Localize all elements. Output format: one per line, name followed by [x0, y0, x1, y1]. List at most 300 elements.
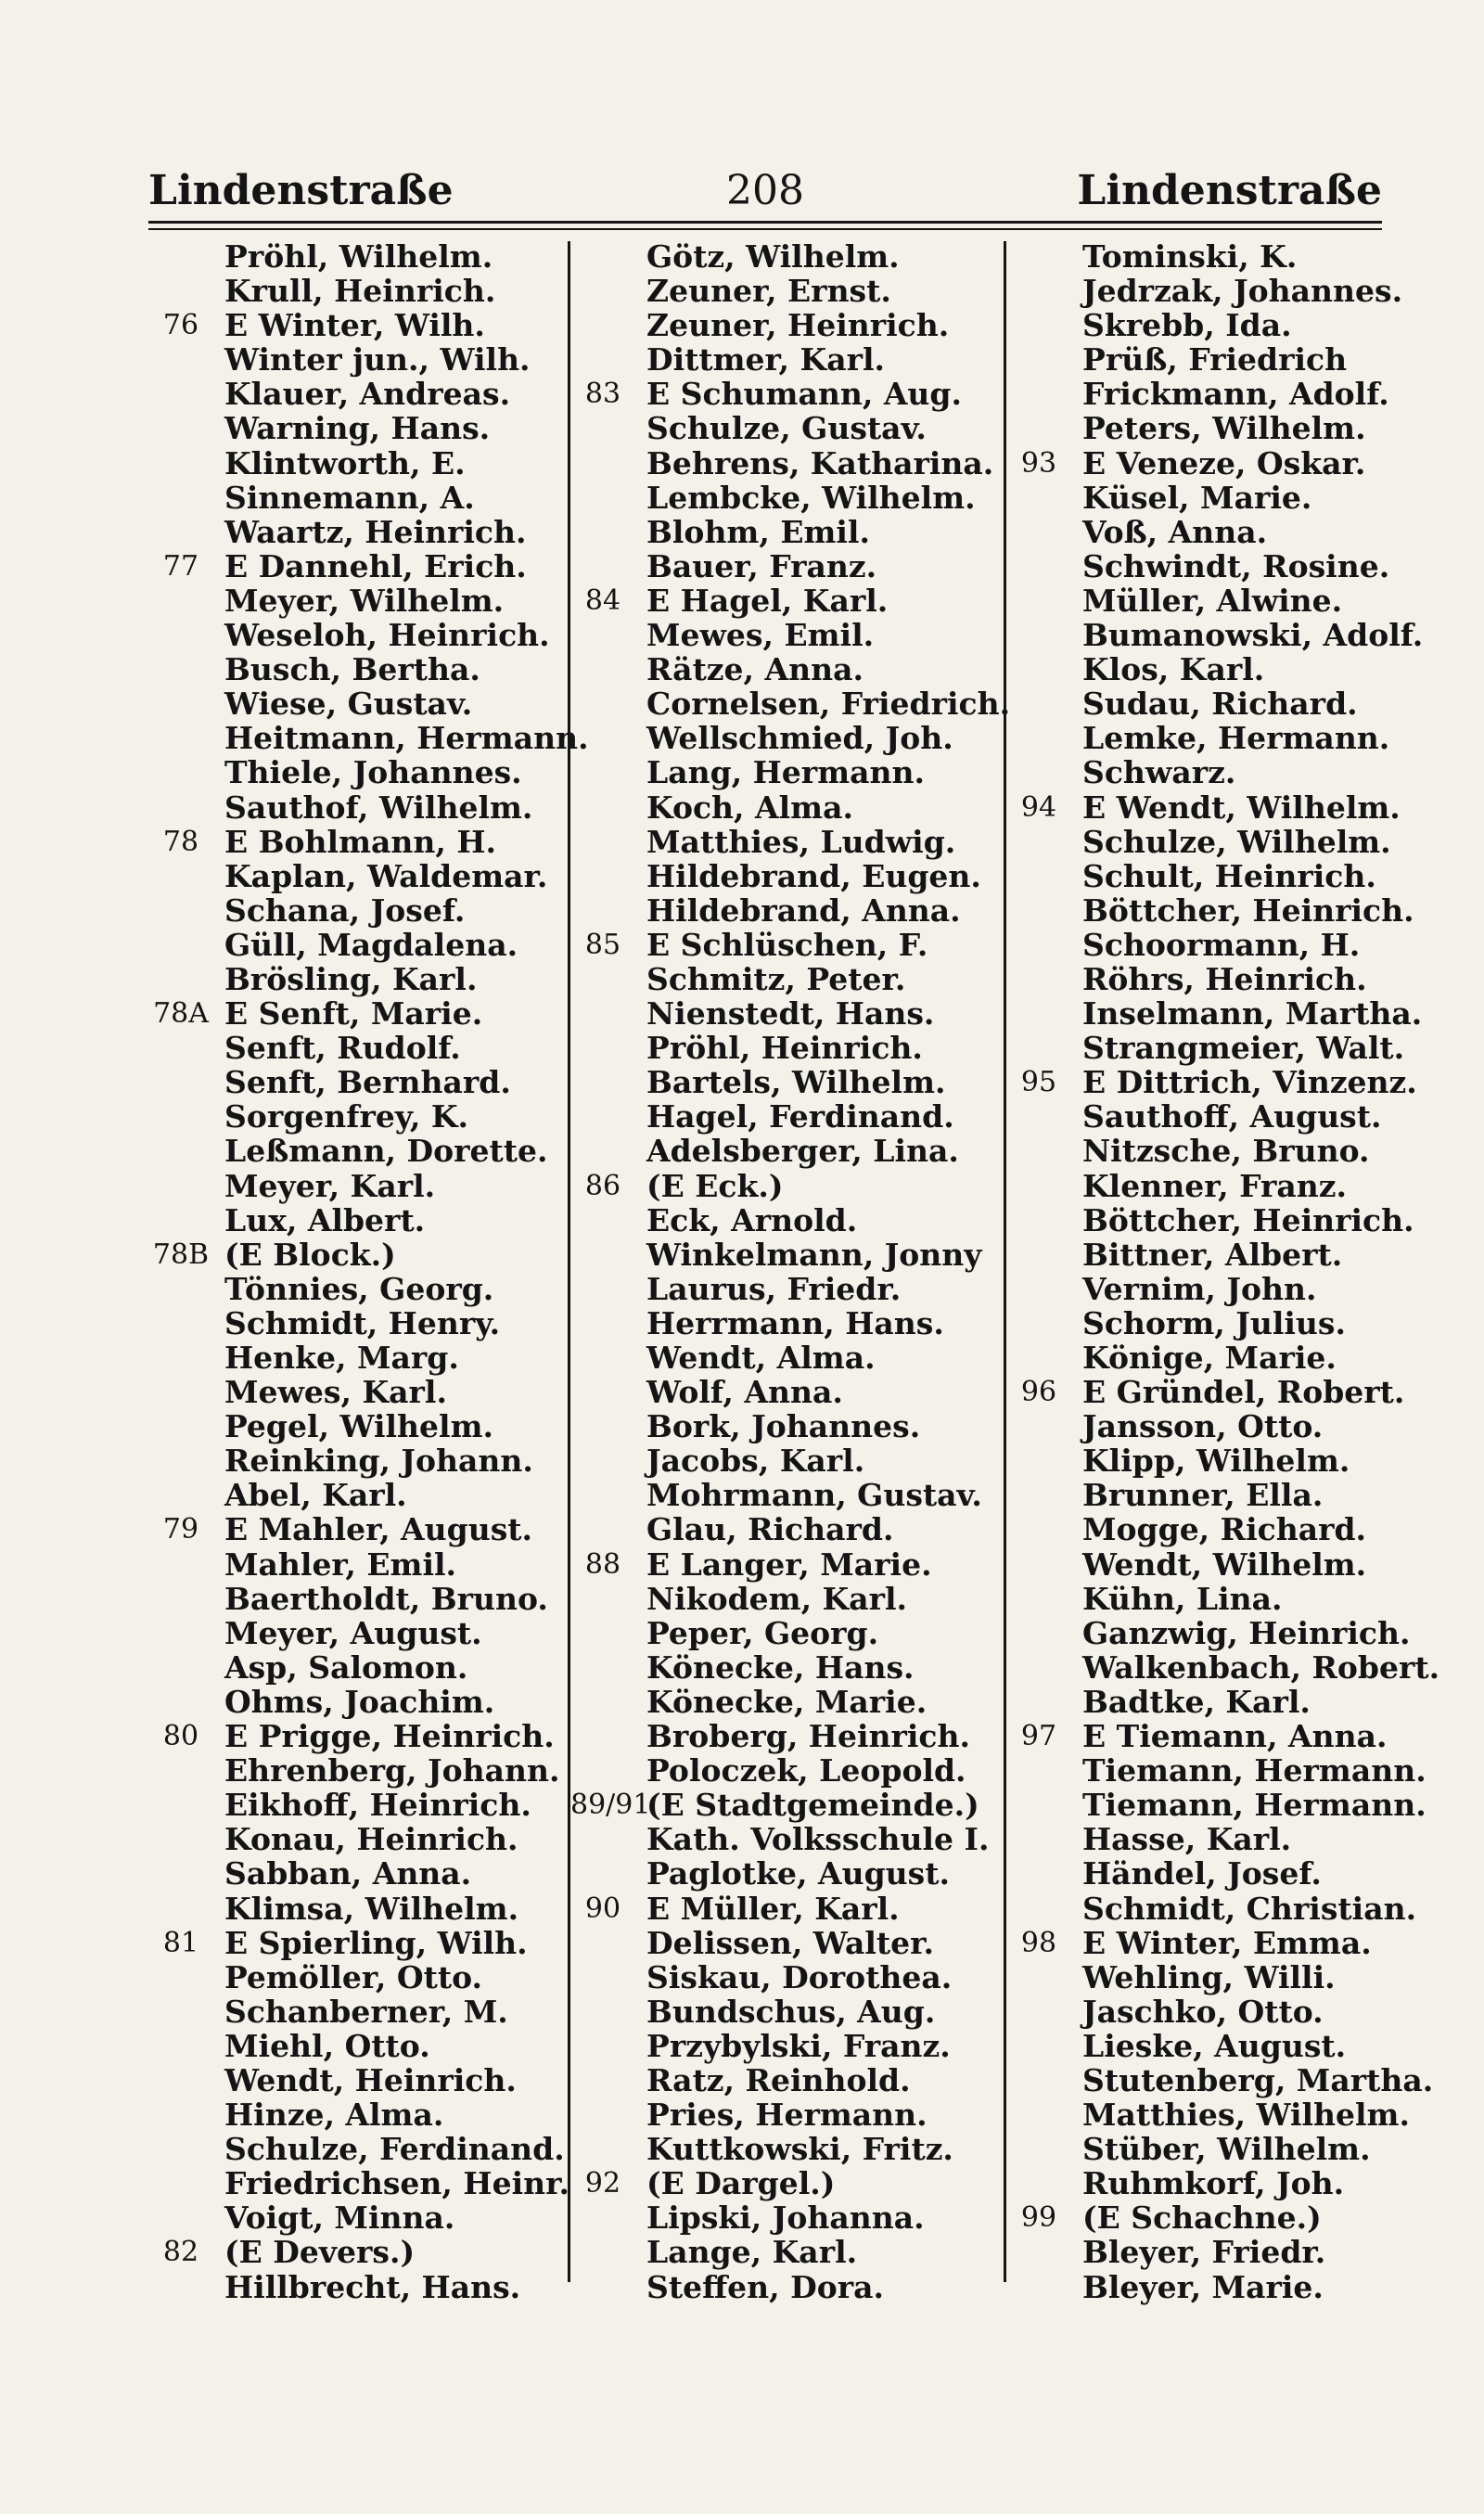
directory-entry	[1006, 1306, 1391, 1340]
directory-entry	[570, 1719, 1002, 1753]
directory-entry	[1006, 928, 1391, 962]
resident-name: Meyer, Karl.	[224, 1167, 436, 1204]
directory-entry	[570, 859, 1002, 893]
directory-entry	[1006, 1752, 1426, 1789]
resident-name: Schwarz.	[1082, 754, 1236, 791]
resident-name: Kühn, Lina.	[1082, 1580, 1283, 1617]
directory-entry	[570, 1272, 1002, 1306]
resident-name: Reinking, Johann.	[224, 1443, 533, 1480]
resident-name: Klos, Karl.	[1082, 651, 1265, 688]
resident-name: Klipp, Wilhelm.	[1082, 1443, 1350, 1480]
resident-name: Hildebrand, Anna.	[646, 891, 961, 929]
directory-entry	[148, 1134, 566, 1168]
directory-entry	[1006, 2097, 1410, 2134]
resident-name: E Hagel, Karl.	[646, 582, 889, 619]
directory-entry	[148, 1719, 566, 1753]
directory-entry	[148, 1960, 566, 1995]
resident-name: E Veneze, Oskar.	[1082, 444, 1366, 481]
resident-name: Wendt, Alma.	[646, 1340, 876, 1376]
directory-entry	[148, 446, 566, 481]
resident-name: Przybylski, Franz.	[646, 2027, 951, 2064]
resident-name: Götz, Wilhelm.	[646, 238, 900, 275]
resident-name: Ganzwig, Heinrich.	[1082, 1614, 1411, 1651]
directory-entry	[570, 1512, 1002, 1546]
directory-entry	[570, 1134, 1002, 1168]
resident-name: Blohm, Emil.	[646, 513, 870, 550]
resident-name: Schana, Josef.	[224, 891, 466, 929]
resident-name: Laurus, Friedr.	[646, 1270, 902, 1307]
directory-entry	[148, 2200, 566, 2235]
resident-name: Meyer, August.	[224, 1614, 482, 1651]
header-rule-thin	[148, 228, 1382, 230]
resident-name: Sabban, Anna.	[224, 1855, 472, 1892]
directory-entry	[148, 549, 566, 584]
resident-name: Schulze, Gustav.	[646, 410, 927, 447]
resident-name: Jacobs, Karl.	[646, 1443, 865, 1480]
resident-name: Eck, Arnold.	[646, 1201, 858, 1238]
resident-name: Senft, Bernhard.	[224, 1064, 511, 1101]
resident-name: Händel, Josef.	[1082, 1855, 1322, 1892]
directory-entry	[570, 274, 1002, 308]
resident-name: Herrmann, Hans.	[646, 1304, 944, 1341]
resident-name: Schulze, Wilhelm.	[1082, 823, 1391, 860]
resident-name: Busch, Bertha.	[224, 651, 480, 688]
resident-name: Mohrmann, Gustav.	[646, 1477, 982, 1514]
directory-entry	[570, 1031, 1002, 1065]
resident-name: E Wendt, Wilhelm.	[1082, 789, 1401, 826]
directory-entry	[148, 1031, 566, 1065]
house-number: 76	[162, 309, 199, 342]
resident-name: Bork, Johannes.	[646, 1408, 921, 1445]
directory-entry	[1006, 652, 1391, 686]
resident-name: Schmidt, Christian.	[1082, 1890, 1417, 1927]
resident-name: Steffen, Dora.	[646, 2268, 885, 2305]
resident-name: Konau, Heinrich.	[224, 1821, 518, 1858]
resident-name: Sinnemann, A.	[224, 479, 475, 516]
house-number: 97	[1020, 1720, 1057, 1753]
directory-entry	[148, 1065, 566, 1099]
resident-name: Küsel, Marie.	[1082, 479, 1312, 516]
directory-entry	[148, 308, 566, 342]
resident-name: Pemöller, Otto.	[224, 1958, 483, 1995]
directory-entry	[148, 1099, 566, 1134]
directory-entry	[1006, 1201, 1414, 1238]
house-number: 98	[1020, 1926, 1057, 1959]
house-number: 85	[584, 928, 621, 961]
directory-entry	[570, 549, 1002, 584]
directory-entry	[570, 755, 1002, 789]
directory-entry	[570, 1306, 1002, 1340]
directory-entry	[1006, 1995, 1391, 2029]
resident-name: Sauthof, Wilhelm.	[224, 789, 533, 826]
resident-name: Zeuner, Heinrich.	[646, 307, 950, 344]
resident-name: Kuttkowski, Fritz.	[646, 2131, 953, 2168]
directory-entry	[148, 2165, 569, 2202]
directory-entry	[1006, 1582, 1391, 1616]
resident-name: Rätze, Anna.	[646, 651, 864, 688]
directory-entry	[1006, 1719, 1391, 1753]
directory-entry	[570, 2029, 1002, 2063]
directory-entry	[148, 790, 566, 825]
resident-name: Koch, Alma.	[646, 789, 853, 826]
directory-entry	[570, 2063, 1002, 2097]
resident-name: Bittner, Albert.	[1082, 1236, 1343, 1273]
directory-entry	[1006, 1340, 1391, 1375]
resident-name: Hillbrecht, Hans.	[224, 2268, 521, 2305]
directory-entry	[570, 239, 1002, 274]
resident-name: Röhrs, Heinrich.	[1082, 960, 1367, 997]
resident-name: Brösling, Karl.	[224, 960, 478, 997]
directory-entry	[148, 1685, 566, 1719]
directory-entry	[1006, 891, 1414, 929]
directory-entry	[570, 1099, 1002, 1134]
directory-entry	[570, 411, 1002, 445]
resident-name: Stüber, Wilhelm.	[1082, 2131, 1371, 2168]
directory-entry	[570, 342, 1002, 377]
resident-name: Schanberner, M.	[224, 1993, 508, 2030]
directory-entry	[570, 1478, 1002, 1512]
directory-entry	[1006, 825, 1391, 859]
resident-name: Bleyer, Marie.	[1082, 2268, 1324, 2305]
resident-name: E Tiemann, Anna.	[1082, 1718, 1388, 1755]
resident-name: Senft, Rudolf.	[224, 1030, 461, 1067]
resident-name: Adelsberger, Lina.	[646, 1133, 959, 1170]
resident-name: Tiemann, Hermann.	[1082, 1787, 1426, 1824]
resident-name: E Senft, Marie.	[224, 995, 483, 1033]
resident-name: Behrens, Katharina.	[646, 444, 994, 481]
directory-entry	[148, 1547, 566, 1582]
resident-name: Badtke, Karl.	[1082, 1683, 1311, 1720]
directory-entry	[148, 515, 566, 549]
directory-entry	[570, 2166, 1002, 2200]
directory-entry	[1006, 584, 1391, 618]
resident-name: Peters, Wilhelm.	[1082, 410, 1366, 447]
directory-entry	[570, 1960, 1002, 1995]
resident-name: Kaplan, Waldemar.	[224, 857, 548, 894]
directory-entry	[148, 1995, 566, 2029]
resident-name: Lipski, Johanna.	[646, 2200, 925, 2237]
directory-entry	[1006, 446, 1391, 481]
directory-entry	[148, 825, 566, 859]
resident-name: (E Dargel.)	[646, 2165, 836, 2202]
resident-name: Könige, Marie.	[1082, 1340, 1337, 1376]
directory-entry	[148, 584, 566, 618]
resident-name: Jaschko, Otto.	[1082, 1993, 1324, 2030]
directory-entry	[1006, 2235, 1391, 2269]
resident-name: Müller, Alwine.	[1082, 582, 1343, 619]
directory-entry	[570, 2097, 1002, 2132]
directory-entry	[148, 481, 566, 515]
resident-name: Zeuner, Ernst.	[646, 273, 891, 310]
resident-name: Bauer, Franz.	[646, 547, 877, 584]
directory-entry	[1006, 1134, 1391, 1168]
resident-name: Delissen, Walter.	[646, 1924, 935, 1961]
resident-name: E Müller, Karl.	[646, 1890, 900, 1927]
directory-entry	[148, 652, 566, 686]
directory-entry	[570, 2235, 1002, 2269]
resident-name: Henke, Marg.	[224, 1340, 459, 1376]
directory-entry	[570, 2132, 1002, 2166]
resident-name: Cornelsen, Friedrich.	[646, 686, 1011, 723]
directory-entry	[570, 1169, 1002, 1203]
directory-entry	[148, 411, 566, 445]
directory-entry	[1006, 2061, 1434, 2098]
directory-entry	[148, 618, 566, 652]
resident-name: Nitzsche, Bruno.	[1082, 1133, 1370, 1170]
house-number: 81	[162, 1926, 199, 1959]
directory-entry	[1006, 1374, 1405, 1411]
directory-entry	[1006, 1856, 1391, 1891]
directory-entry	[1006, 1822, 1391, 1856]
resident-name: Abel, Karl.	[224, 1477, 407, 1514]
directory-entry	[1006, 1787, 1426, 1824]
directory-entry	[1006, 1238, 1391, 1272]
resident-name: Sudau, Richard.	[1082, 686, 1358, 723]
house-number: 78	[162, 825, 199, 858]
page-header	[148, 158, 1382, 223]
directory-entry	[1006, 1099, 1391, 1134]
directory-entry	[570, 1788, 1002, 1822]
directory-entry	[1006, 2132, 1391, 2166]
directory-entry	[570, 584, 1002, 618]
directory-entry	[1006, 617, 1424, 654]
directory-entry	[148, 342, 566, 377]
resident-name: Hagel, Ferdinand.	[646, 1098, 954, 1135]
resident-name: E Dannehl, Erich.	[224, 547, 527, 584]
directory-entry	[570, 1616, 1002, 1650]
directory-entry	[148, 1788, 566, 1822]
resident-name: Mogge, Richard.	[1082, 1511, 1367, 1548]
directory-entry	[570, 1409, 1002, 1443]
house-number: 92	[584, 2167, 621, 2200]
resident-name: Sorgenfrey, K.	[224, 1098, 469, 1135]
resident-name: Hildebrand, Eugen.	[646, 857, 981, 894]
resident-name: Bartels, Wilhelm.	[646, 1064, 946, 1101]
resident-name: Ratz, Reinhold.	[646, 2061, 911, 2098]
house-number: 89/91	[570, 1789, 651, 1822]
resident-name: Meyer, Wilhelm.	[224, 582, 505, 619]
directory-entry	[148, 1375, 566, 1409]
directory-entry	[148, 2132, 566, 2166]
directory-entry	[148, 928, 566, 962]
directory-entry	[1006, 1685, 1391, 1719]
resident-name: Dittmer, Karl.	[646, 341, 885, 378]
directory-entry	[1006, 721, 1391, 755]
directory-entry	[148, 1340, 566, 1375]
house-number: 82	[162, 2236, 199, 2269]
directory-entry	[570, 1926, 1002, 1960]
house-number: 94	[1020, 790, 1057, 824]
directory-entry	[148, 893, 566, 928]
directory-entry	[148, 1203, 566, 1238]
house-number: 77	[162, 549, 199, 583]
running-head-right: Lindenstraße	[1077, 167, 1382, 214]
resident-name: Klintworth, E.	[224, 444, 466, 481]
directory-entry	[570, 893, 1002, 928]
resident-name: Wolf, Anna.	[646, 1374, 843, 1411]
directory-column-1	[148, 238, 589, 2305]
directory-entry	[148, 377, 566, 411]
directory-entry	[1006, 789, 1401, 826]
directory-entry	[148, 1409, 566, 1443]
resident-name: E Prigge, Heinrich.	[224, 1718, 555, 1755]
directory-entry	[148, 962, 566, 996]
resident-name: Bumanowski, Adolf.	[1082, 617, 1424, 654]
resident-name: Broberg, Heinrich.	[646, 1718, 970, 1755]
resident-name: Pegel, Wilhelm.	[224, 1408, 493, 1445]
directory-entry	[1006, 308, 1391, 342]
resident-name: Schult, Heinrich.	[1082, 857, 1376, 894]
resident-name: Jansson, Otto.	[1082, 1408, 1324, 1445]
resident-name: Bleyer, Friedr.	[1082, 2234, 1326, 2271]
directory-entry	[148, 720, 589, 757]
resident-name: E Dittrich, Vinzenz.	[1082, 1064, 1417, 1101]
resident-name: Klenner, Franz.	[1082, 1167, 1347, 1204]
resident-name: Wiese, Gustav.	[224, 686, 473, 723]
directory-entry	[1006, 515, 1391, 549]
directory-entry	[148, 1512, 566, 1546]
directory-entry	[570, 308, 1002, 342]
house-number: 83	[584, 378, 621, 411]
directory-entry	[570, 1753, 1002, 1788]
directory-entry	[570, 928, 1002, 962]
directory-entry	[570, 1892, 1002, 1926]
resident-name: Mewes, Karl.	[224, 1374, 447, 1411]
resident-name: Wendt, Heinrich.	[224, 2061, 517, 2098]
resident-name: Wendt, Wilhelm.	[1082, 1546, 1367, 1583]
resident-name: E Bohlmann, H.	[224, 823, 497, 860]
directory-entry	[1006, 2166, 1391, 2200]
resident-name: Lembcke, Wilhelm.	[646, 479, 976, 516]
resident-name: E Gründel, Robert.	[1082, 1374, 1405, 1411]
directory-entry	[570, 1822, 1002, 1856]
directory-entry	[1006, 239, 1391, 274]
resident-name: Wellschmied, Joh.	[646, 720, 953, 757]
resident-name: Ohms, Joachim.	[224, 1683, 495, 1720]
header-rule	[148, 221, 1382, 224]
directory-entry	[570, 1856, 1002, 1891]
resident-name: Winter jun., Wilh.	[224, 341, 531, 378]
resident-name: Frickmann, Adolf.	[1082, 376, 1389, 413]
directory-entry	[1006, 2029, 1391, 2063]
directory-entry	[570, 1203, 1002, 1238]
house-number: 95	[1020, 1066, 1057, 1099]
directory-entry	[1006, 549, 1391, 584]
directory-entry	[1006, 1512, 1391, 1546]
resident-name: (E Schachne.)	[1082, 2200, 1322, 2237]
resident-name: Asp, Salomon.	[224, 1648, 468, 1686]
directory-entry	[1006, 1272, 1391, 1306]
directory-entry	[1006, 995, 1423, 1033]
directory-entry	[1006, 962, 1391, 996]
resident-name: Baertholdt, Bruno.	[224, 1580, 548, 1617]
directory-entry	[570, 618, 1002, 652]
resident-name: Mahler, Emil.	[224, 1546, 457, 1583]
directory-entry	[148, 996, 566, 1031]
resident-name: Waartz, Heinrich.	[224, 513, 527, 550]
directory-entry	[570, 1685, 1002, 1719]
resident-name: Stutenberg, Martha.	[1082, 2061, 1434, 2098]
resident-name: Hasse, Karl.	[1082, 1821, 1292, 1858]
directory-entry	[1006, 755, 1391, 789]
directory-entry	[148, 1272, 566, 1306]
directory-entry	[1006, 481, 1391, 515]
resident-name: Poloczek, Leopold.	[646, 1752, 966, 1789]
resident-name: Tönnies, Georg.	[224, 1270, 494, 1307]
directory-entry	[570, 1238, 1002, 1272]
resident-name: Pries, Hermann.	[646, 2097, 928, 2134]
directory-entry	[148, 1582, 566, 1616]
resident-name: Ehrenberg, Johann.	[224, 1752, 560, 1789]
directory-entry	[148, 1650, 566, 1685]
directory-entry	[148, 2235, 566, 2269]
resident-name: Schwindt, Rosine.	[1082, 547, 1390, 584]
resident-name: Hinze, Alma.	[224, 2097, 444, 2134]
directory-entry	[1006, 1478, 1391, 1512]
resident-name: (E Stadtgemeinde.)	[646, 1787, 979, 1824]
running-head-left: Lindenstraße	[148, 167, 454, 214]
resident-name: Pröhl, Heinrich.	[646, 1030, 923, 1067]
resident-name: Matthies, Ludwig.	[646, 823, 956, 860]
directory-entry	[1006, 1960, 1391, 1995]
directory-entry	[148, 1306, 566, 1340]
directory-entry	[570, 1582, 1002, 1616]
house-number: 99	[1020, 2201, 1057, 2235]
resident-name: Eikhoff, Heinrich.	[224, 1787, 531, 1824]
resident-name: Schmitz, Peter.	[646, 960, 906, 997]
directory-entry	[570, 446, 1002, 481]
directory-entry	[570, 825, 1002, 859]
house-number: 79	[162, 1513, 199, 1546]
directory-entry	[1006, 1614, 1411, 1651]
directory-entry	[148, 1753, 566, 1788]
resident-name: Glau, Richard.	[646, 1511, 894, 1548]
resident-name: Thiele, Johannes.	[224, 754, 522, 791]
directory-entry	[570, 790, 1002, 825]
resident-name: Schulze, Ferdinand.	[224, 2131, 565, 2168]
directory-entry	[1006, 1890, 1417, 1927]
directory-entry	[570, 1065, 1002, 1099]
house-number: 80	[162, 1720, 199, 1753]
resident-name: E Schlüschen, F.	[646, 926, 928, 963]
directory-entry	[570, 515, 1002, 549]
resident-name: Lemke, Hermann.	[1082, 720, 1390, 757]
house-number: 96	[1020, 1376, 1057, 1409]
directory-column-2	[570, 238, 1011, 2305]
directory-entry	[148, 274, 566, 308]
resident-name: Lux, Albert.	[224, 1201, 426, 1238]
resident-name: Güll, Magdalena.	[224, 926, 518, 963]
house-number: 93	[1020, 446, 1057, 480]
resident-name: E Langer, Marie.	[646, 1546, 932, 1583]
resident-name: Böttcher, Heinrich.	[1082, 891, 1414, 929]
directory-entry	[570, 1443, 1002, 1478]
resident-name: Peper, Georg.	[646, 1614, 879, 1651]
resident-name: Mewes, Emil.	[646, 617, 875, 654]
resident-name: E Mahler, August.	[224, 1511, 533, 1548]
resident-name: Klimsa, Wilhelm.	[224, 1890, 519, 1927]
resident-name: Böttcher, Heinrich.	[1082, 1201, 1414, 1238]
resident-name: E Winter, Emma.	[1082, 1924, 1372, 1961]
directory-entry	[570, 1547, 1002, 1582]
directory-entry	[1006, 342, 1391, 377]
page-number: 208	[726, 167, 804, 214]
directory-entry	[1006, 1648, 1440, 1686]
house-number: 78B	[152, 1238, 210, 1271]
resident-name: Schoormann, H.	[1082, 926, 1361, 963]
resident-name: Kath. Volksschule I.	[646, 1821, 990, 1858]
directory-entry	[148, 2270, 566, 2304]
